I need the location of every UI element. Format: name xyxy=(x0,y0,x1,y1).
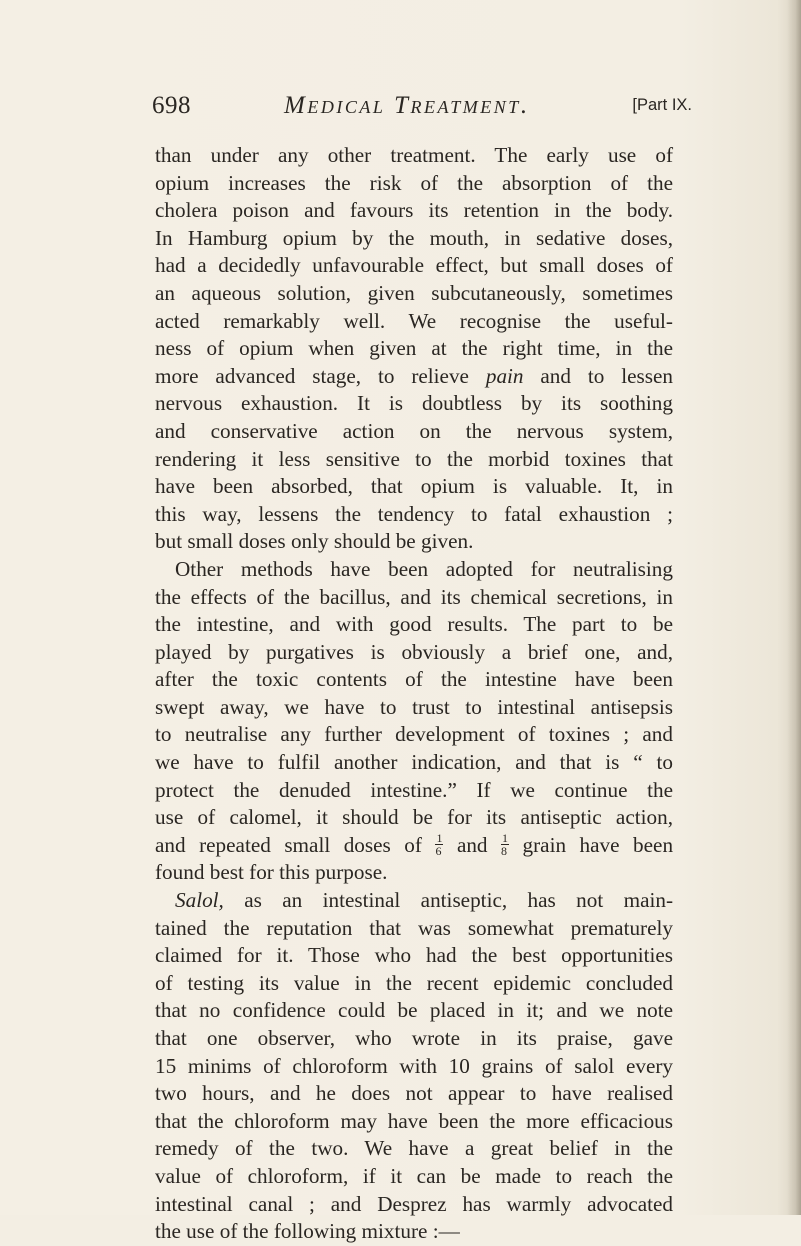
text-line: opium increases the risk of the absorption of the xyxy=(155,170,673,195)
text-line: acted remarkably well. We recognise the useful- xyxy=(155,308,673,333)
text-segment: as an intestinal antiseptic, has not main- xyxy=(244,888,674,913)
text-line: after the toxic contents of the intestine have been xyxy=(155,667,673,692)
text-line: nervous exhaustion. It is doubtless by its soothing xyxy=(155,391,673,416)
text-line: and conservative action on the nervous system, xyxy=(155,418,673,443)
text-line: we have to fulfil another indication, and that is “ to xyxy=(155,750,673,775)
fraction-denominator: 6 xyxy=(435,844,442,859)
text-line: had a decidedly unfavourable effect, but small doses of xyxy=(155,253,673,278)
text-line: 15 minims of chloroform with 10 grains of salol every xyxy=(155,1053,673,1078)
text-segment: more advanced stage, to relieve xyxy=(155,363,469,388)
text-line xyxy=(155,832,673,860)
paragraph-2 xyxy=(155,556,673,887)
text-line: the use of the following mixture :— xyxy=(155,1219,460,1244)
text-line: ness of opium when given at the right time, in the xyxy=(155,336,673,361)
text-line: claimed for it. Those who had the best opportunities xyxy=(155,943,673,968)
text-line xyxy=(155,887,673,915)
text-line: cholera poison and favours its retention in the body. xyxy=(155,198,673,223)
text-line: tained the reputation that was somewhat prematurely xyxy=(155,915,673,940)
text-segment: and xyxy=(456,832,488,857)
text-line: played by purgatives is obviously a brief one, and, xyxy=(155,639,673,664)
text-segment: and to lessen xyxy=(540,363,673,388)
text-line: remedy of the two. We have a great belief in the xyxy=(155,1136,673,1161)
text-line: In Hamburg opium by the mouth, in sedative doses, xyxy=(155,225,673,250)
text-line: Other methods have been adopted for neutralising xyxy=(175,556,673,581)
text-line xyxy=(155,363,673,391)
text-segment: grain have been xyxy=(522,832,674,857)
paragraph-1 xyxy=(155,142,673,556)
text-line: of testing its value in the recent epidemic concluded xyxy=(155,970,673,995)
fraction-denominator: 8 xyxy=(501,844,508,859)
body-text xyxy=(155,142,673,1246)
text-line: but small doses only should be given. xyxy=(155,529,474,554)
fraction-one-eighth xyxy=(501,832,509,857)
text-line: that no confidence could be placed in it; and we note xyxy=(155,998,673,1023)
italic-word: pain xyxy=(485,363,524,388)
text-line: have been absorbed, that opium is valuable. It, in xyxy=(155,474,673,499)
page-number: 698 xyxy=(152,92,191,119)
text-line: this way, lessens the tendency to fatal exhaustion ; xyxy=(155,501,673,526)
text-line: the effects of the bacillus, and its chemical secretions, in xyxy=(155,584,673,609)
text-segment: and repeated small doses of xyxy=(155,832,422,857)
fraction-one-sixth xyxy=(435,832,443,857)
text-line: an aqueous solution, given subcutaneously, sometimes xyxy=(155,280,673,305)
text-line: to neutralise any further development of toxines ; and xyxy=(155,722,673,747)
fraction-numerator: 1 xyxy=(502,831,509,846)
part-label: [Part IX. xyxy=(632,96,692,114)
text-line: the intestine, and with good results. The part to be xyxy=(155,612,673,637)
fraction-numerator: 1 xyxy=(436,831,443,846)
text-line: rendering it less sensitive to the morbid toxines that xyxy=(155,446,673,471)
text-line: than under any other treatment. The early use of xyxy=(155,143,673,167)
text-line: value of chloroform, if it can be made to reach the xyxy=(155,1163,673,1188)
text-line: use of calomel, it should be for its antiseptic action, xyxy=(155,805,673,830)
text-line: that one observer, who wrote in its praise, gave xyxy=(155,1026,673,1050)
italic-word: Salol, xyxy=(175,888,224,913)
paragraph-3 xyxy=(155,887,673,1246)
page-edge-shadow xyxy=(787,0,801,1215)
text-line: protect the denuded intestine.” If we continue the xyxy=(155,777,673,802)
text-line: intestinal canal ; and Desprez has warmly advocated xyxy=(155,1191,673,1216)
text-line: swept away, we have to trust to intestinal antisepsis xyxy=(155,694,673,719)
running-header xyxy=(152,92,692,128)
text-line: two hours, and he does not appear to have realised xyxy=(155,1081,673,1106)
text-line: found best for this purpose. xyxy=(155,860,388,885)
running-title: Medical Treatment. xyxy=(284,92,530,119)
text-line: that the chloroform may have been the more efficacious xyxy=(155,1108,673,1133)
